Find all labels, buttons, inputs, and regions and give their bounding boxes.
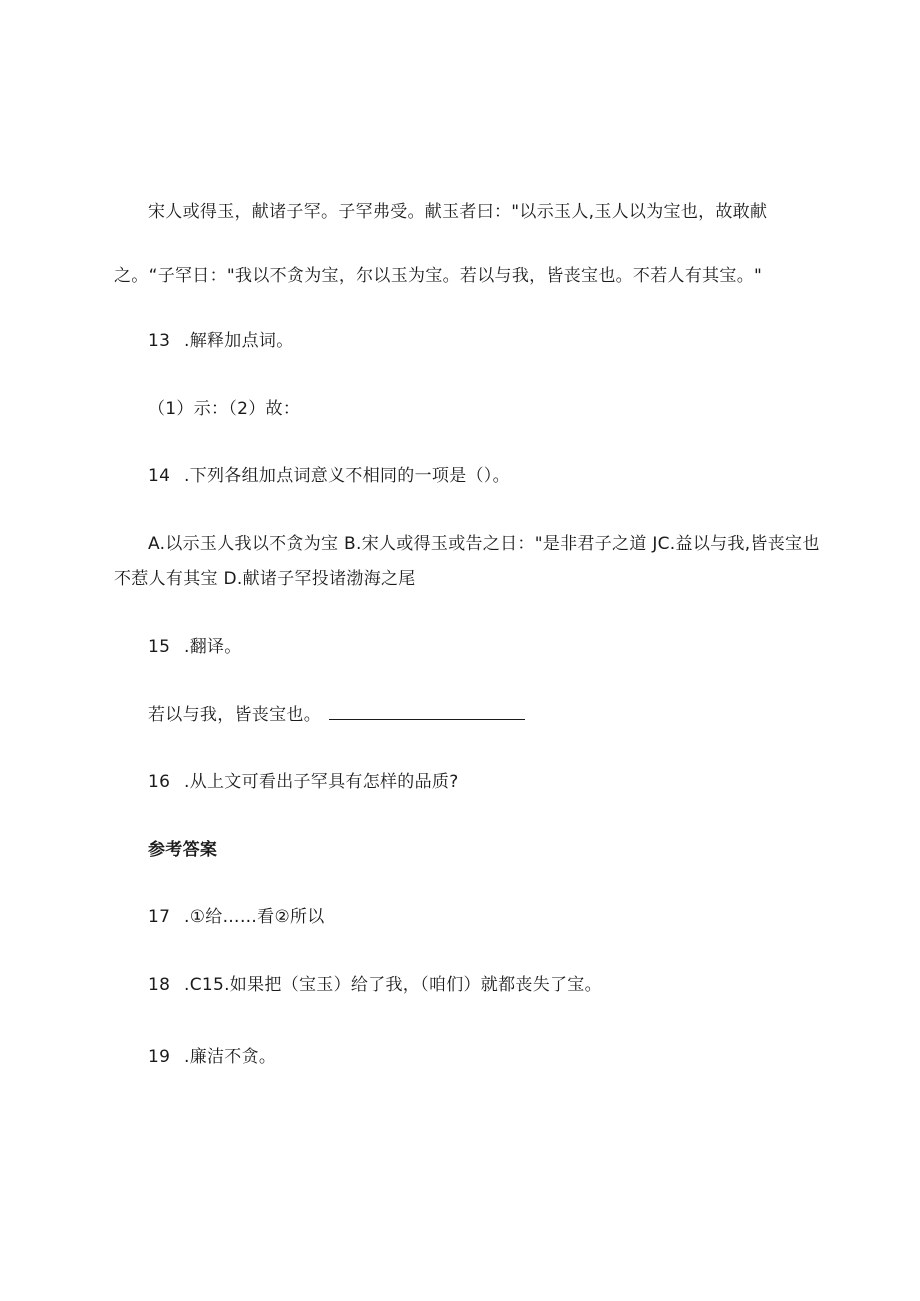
question-number: 13 [148, 331, 171, 351]
answer-17 [148, 905, 325, 929]
answer-text: .廉洁不贪。 [184, 1047, 277, 1067]
answer-number: 17 [148, 907, 171, 927]
question-16 [148, 770, 459, 794]
passage-line-1: 宋人或得玉，献诸子罕。子罕弗受。献玉者曰："以示玉人,玉人以为宝也，故敢献 [148, 202, 768, 222]
answer-18 [148, 973, 602, 997]
passage-line-2: 之。“子罕日："我以不贪为宝，尔以玉为宝。若以与我，皆丧宝也。不若人有其宝。" [114, 266, 763, 286]
answer-19 [148, 1045, 276, 1069]
question-number: 14 [148, 466, 171, 486]
answers-heading: 参考答案 [148, 840, 218, 860]
question-number: 15 [148, 637, 171, 657]
question-14-options-line-1: A.以示玉人我以不贪为宝 B.宋人或得玉或告之日："是非君子之道 JC.益以与我,皆丧宝也 [148, 534, 820, 554]
answer-number: 18 [148, 975, 171, 995]
answer-number: 19 [148, 1047, 171, 1067]
question-14 [148, 464, 510, 488]
answer-blank[interactable] [329, 703, 525, 720]
question-text: .翻译。 [184, 637, 242, 657]
question-number: 16 [148, 772, 171, 792]
question-15-sentence [148, 703, 525, 727]
question-text: .解释加点词。 [184, 331, 294, 351]
question-15 [148, 635, 242, 659]
question-text: .下列各组加点词意义不相同的一项是（）。 [184, 466, 510, 486]
question-14-options-line-2: 不惹人有其宝 D.献诸子罕投诸渤海之尾 [114, 569, 416, 589]
answer-text: .①给……看②所以 [184, 907, 325, 927]
question-13 [148, 329, 294, 353]
translation-sentence: 若以与我，皆丧宝也。 [148, 705, 321, 725]
question-text: .从上文可看出子罕具有怎样的品质? [184, 772, 459, 792]
answer-text: .C15.如果把（宝玉）给了我，（咱们）就都丧失了宝。 [184, 975, 602, 995]
question-13-subitems: （1）示：（2）故： [148, 399, 301, 419]
